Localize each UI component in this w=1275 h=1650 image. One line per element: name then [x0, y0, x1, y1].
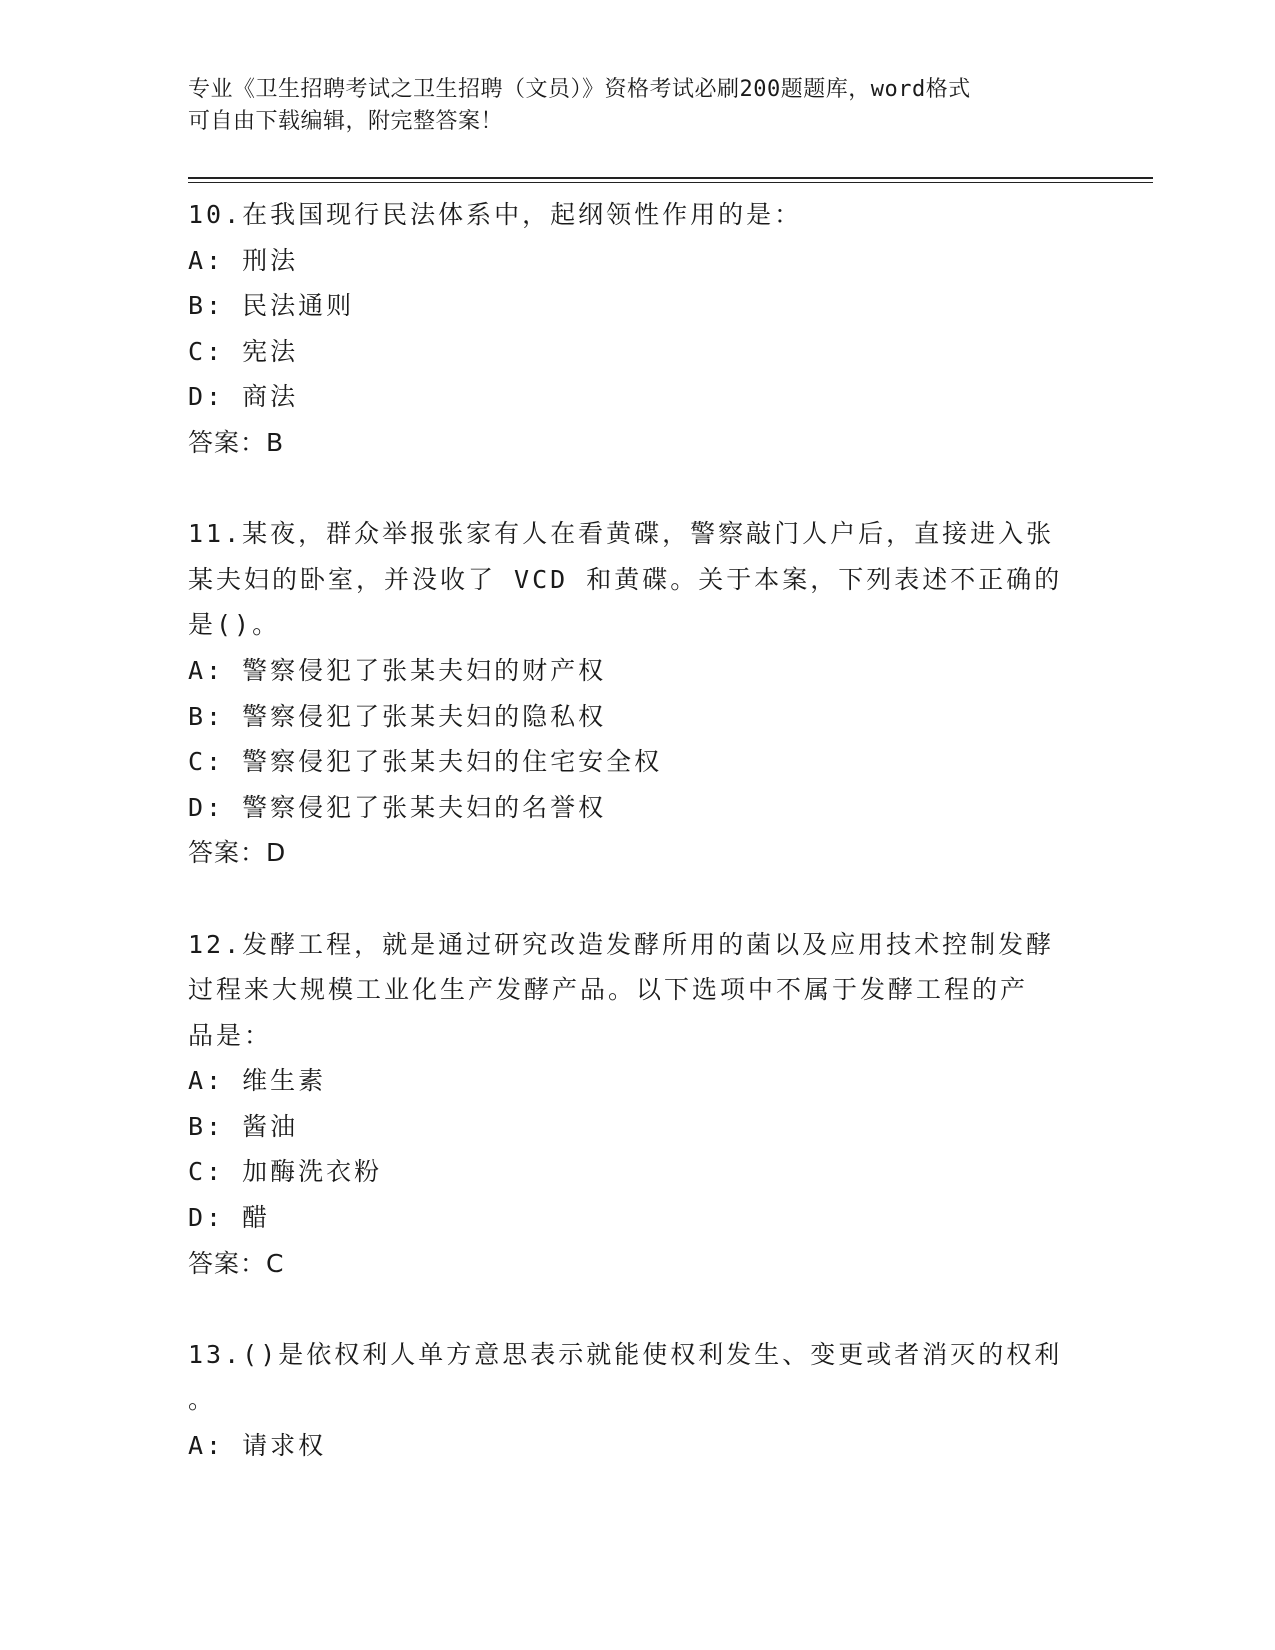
header-divider	[188, 177, 1153, 183]
option-a: A: 请求权	[188, 1431, 327, 1461]
option-a: A: 维生素	[188, 1066, 327, 1096]
question-block	[188, 192, 1088, 466]
question-spacer	[188, 1286, 1088, 1332]
question-text: 10.在我国现行民法体系中，起纲领性作用的是：	[188, 200, 803, 229]
question-text: 12.发酵工程，就是通过研究改造发酵所用的菌以及应用技术控制发酵	[188, 929, 1055, 959]
question-text: 11.某夜，群众举报张家有人在看黄碟，警察敲门人户后，直接进入张	[188, 519, 1055, 549]
question-text: 13.()是依权利人单方意思表示就能使权利发生、变更或者消灭的权利	[188, 1339, 1063, 1369]
question-text: 。	[188, 1385, 217, 1415]
question-block	[188, 1332, 1088, 1469]
option-a: A: 警察侵犯了张某夫妇的财产权	[188, 655, 607, 685]
option-c: C: 加酶洗衣粉	[188, 1157, 383, 1187]
option-c: C: 宪法	[188, 336, 299, 366]
option-a: A: 刑法	[188, 245, 299, 275]
question-text: 是()。	[188, 610, 281, 640]
question-block	[188, 922, 1088, 1287]
option-b: B: 酱油	[188, 1111, 299, 1141]
document-header	[188, 74, 1068, 138]
option-b: B: 民法通则	[188, 291, 355, 321]
header-line-1: 专业《卫生招聘考试之卫生招聘（文员）》资格考试必刷200题题库，word格式	[188, 77, 971, 102]
option-c: C: 警察侵犯了张某夫妇的住宅安全权	[188, 747, 663, 777]
question-text: 品是：	[188, 1020, 273, 1050]
question-text: 某夫妇的卧室，并没收了 VCD 和黄碟。关于本案，下列表述不正确的	[188, 564, 1063, 594]
question-text: 过程来大规模工业化生产发酵产品。以下选项中不属于发酵工程的产	[188, 975, 1029, 1005]
option-d: D: 警察侵犯了张某夫妇的名誉权	[188, 792, 607, 822]
answer-text: 答案：C	[188, 1248, 285, 1278]
question-list	[188, 192, 1088, 1469]
answer-text: 答案：D	[188, 838, 287, 868]
question-spacer	[188, 466, 1088, 512]
option-d: D: 醋	[188, 1203, 271, 1233]
answer-text: 答案：B	[188, 427, 285, 457]
question-spacer	[188, 876, 1088, 922]
header-line-2: 可自由下载编辑，附完整答案！	[188, 109, 504, 134]
option-d: D: 商法	[188, 382, 299, 412]
question-block	[188, 511, 1088, 876]
option-b: B: 警察侵犯了张某夫妇的隐私权	[188, 701, 607, 731]
